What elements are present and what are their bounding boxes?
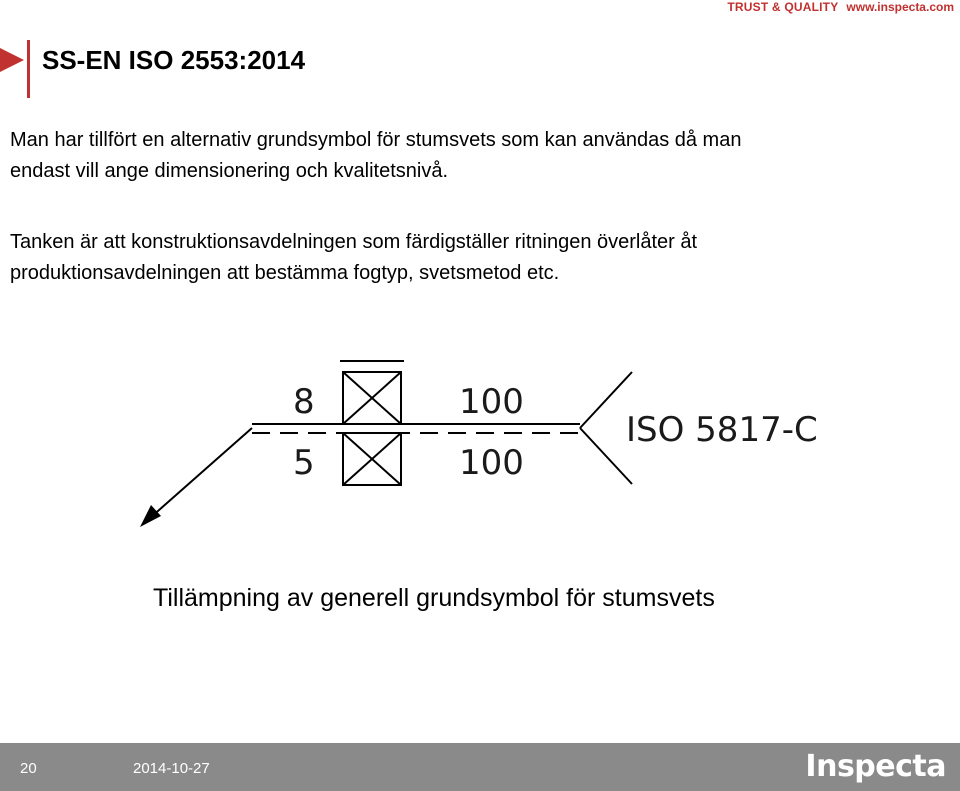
- brand-url[interactable]: www.inspecta.com: [846, 0, 954, 14]
- tail-line-upper: [580, 372, 632, 428]
- inspecta-logo: Inspecta: [805, 749, 946, 784]
- paragraph-1-line-2: endast vill ange dimensionering och kvalitetsnivå.: [10, 160, 449, 182]
- diagram-caption: Tillämpning av generell grundsymbol för stumsvets: [153, 584, 715, 612]
- paragraph-1: [10, 125, 741, 187]
- general-weld-symbol: [340, 361, 404, 485]
- brand-header: [727, 0, 954, 14]
- paragraph-2: [10, 227, 697, 289]
- title-triangle-icon: [0, 48, 24, 72]
- weld-symbol-diagram: [0, 340, 960, 550]
- arrow-line: [150, 428, 252, 518]
- lower-weld-length: 100: [459, 443, 524, 483]
- upper-weld-length: 100: [459, 382, 524, 422]
- footer-date: 2014-10-27: [133, 760, 210, 777]
- paragraph-2-line-1: Tanken är att konstruktionsavdelningen som färdigställer ritningen överlåter åt: [10, 231, 698, 253]
- paragraph-1-line-1: Man har tillfört en alternativ grundsymbol för stumsvets som kan användas då man: [10, 129, 742, 151]
- brand-tagline: TRUST & QUALITY: [727, 0, 839, 14]
- upper-weld-size: 8: [293, 382, 315, 422]
- arrow-head-icon: [140, 505, 161, 527]
- paragraph-2-line-2: produktionsavdelningen att bestämma fogtyp, svetsmetod etc.: [10, 262, 560, 284]
- lower-weld-size: 5: [293, 443, 315, 483]
- slide-title: SS-EN ISO 2553:2014: [42, 45, 306, 75]
- title-accent-bar: [27, 40, 30, 98]
- page-number: 20: [20, 760, 37, 777]
- tail-line-lower: [580, 428, 632, 484]
- tail-reference: ISO 5817-C: [626, 410, 818, 450]
- footer: [0, 743, 960, 791]
